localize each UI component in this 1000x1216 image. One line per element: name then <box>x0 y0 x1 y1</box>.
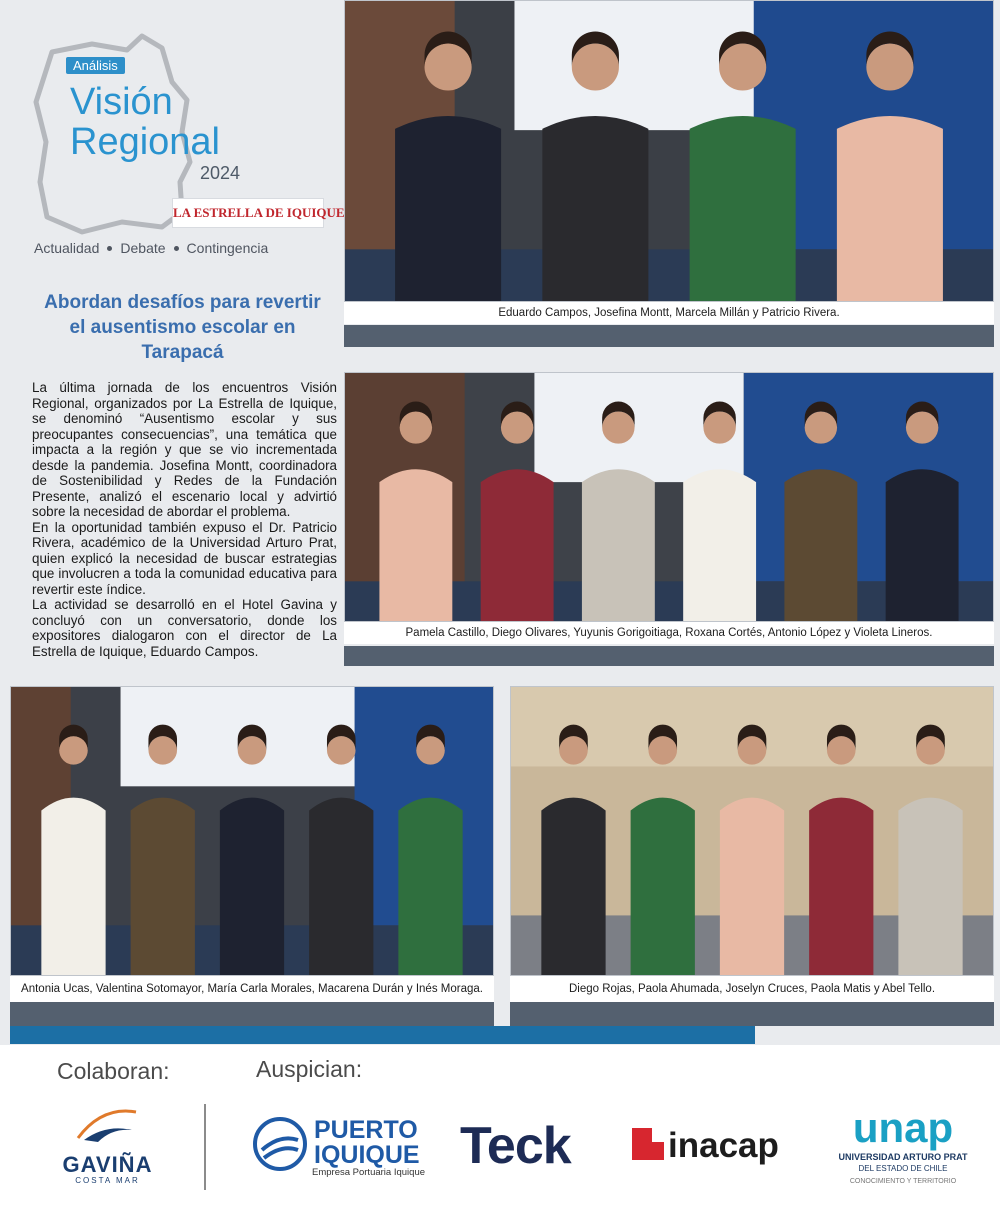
puerto-iquique-name: PUERTO IQUIQUE <box>314 1116 420 1169</box>
unap-name: unap <box>852 1104 954 1151</box>
group-photo-scene <box>345 1 993 301</box>
group-photo-scene <box>345 373 993 621</box>
auspician-label: Auspician: <box>256 1056 363 1082</box>
section-tag: Análisis <box>66 57 125 74</box>
colaboran-label: Colaboran: <box>57 1058 170 1084</box>
teck-logo <box>460 1118 590 1176</box>
tagline-item: Actualidad <box>34 240 100 256</box>
bullet-dot <box>107 246 112 251</box>
unap-logo <box>838 1106 968 1190</box>
footer-divider <box>204 1104 206 1190</box>
gavina-sub: COSTA MAR <box>75 1176 140 1185</box>
port-circle-icon <box>252 1116 308 1172</box>
unap-sub2: DEL ESTADO DE CHILE <box>858 1164 948 1173</box>
article-headline: Abordan desafíos para revertir el ausentismo escolar en Tarapacá <box>44 292 321 363</box>
article-paragraph: La actividad se desarrolló en el Hotel Gavina y concluyó con un conversatorio, donde los expositores dialogaron con el director de La Estrella de Iquique, Eduardo Campos. <box>32 597 337 659</box>
brand-line2: Regional <box>70 121 220 163</box>
event-photo-2 <box>344 372 994 622</box>
brand-year: 2024 <box>200 163 241 183</box>
photo-caption: Eduardo Campos, Josefina Montt, Marcela Millán y Patricio Rivera. <box>344 302 994 324</box>
article-paragraph: La última jornada de los encuentros Visión Regional, organizados por La Estrella de Iquique, se denominó “Ausentismo escolar y sus preocupantes consecuencias”, una temática que impacta a la región y que se vio incrementada desde la pandemia. Josefina Montt, coordinadora de Sostenibilidad y Redes de la Fundación Presente, analizó el escenario local y advirtió sobre la necesidad de abordar el problema. <box>32 380 337 519</box>
inacap-square-icon <box>632 1128 664 1160</box>
puerto-iquique-sub: Empresa Portuaria Iquique <box>312 1167 426 1178</box>
event-photo-3 <box>10 686 494 976</box>
inacap-logo <box>632 1124 792 1170</box>
group-photo-scene <box>511 687 993 975</box>
photo-band <box>510 1002 994 1026</box>
event-photo-4 <box>510 686 994 976</box>
event-photo-1 <box>344 0 994 302</box>
unap-sub3: CONOCIMIENTO Y TERRITORIO <box>849 1178 957 1185</box>
group-photo-scene <box>11 687 493 975</box>
photo-caption: Diego Rojas, Paola Ahumada, Joselyn Cruces, Paola Matis y Abel Tello. <box>510 976 994 1002</box>
tagline-item: Contingencia <box>186 240 269 256</box>
photo-band <box>10 1002 494 1026</box>
teck-name: Teck <box>460 1117 571 1175</box>
tagline-item: Debate <box>120 240 166 256</box>
bottom-accent-band <box>10 1026 755 1044</box>
photo-caption: Antonia Ucas, Valentina Sotomayor, María Carla Morales, Macarena Durán y Inés Moraga. <box>10 976 494 1002</box>
unap-sub1: UNIVERSIDAD ARTURO PRAT <box>838 1152 968 1162</box>
newspaper-logo: LA ESTRELLA DE IQUIQUE <box>172 198 324 228</box>
gavina-logo <box>50 1100 165 1195</box>
photo-caption: Pamela Castillo, Diego Olivares, Yuyunis Gorigoitiaga, Roxana Cortés, Antonio López y Violeta Lineros. <box>344 622 994 644</box>
photo-band <box>344 325 994 347</box>
article-paragraph: En la oportunidad también expuso el Dr. Patricio Rivera, académico de la Universidad Arturo Prat, quien explicó la necesidad de buscar estrategias que involucren a toda la comunidad educativa para revertir este índice. <box>32 519 337 597</box>
puerto-iquique-logo <box>252 1114 427 1184</box>
seagull-icon <box>72 1102 142 1148</box>
tagline <box>34 240 268 256</box>
brand-line1: Visión <box>70 81 173 123</box>
inacap-name: inacap <box>668 1126 779 1165</box>
gavina-name: GAVIÑA <box>62 1152 153 1177</box>
article-body <box>32 380 337 659</box>
bullet-dot <box>174 246 179 251</box>
photo-band <box>344 646 994 666</box>
